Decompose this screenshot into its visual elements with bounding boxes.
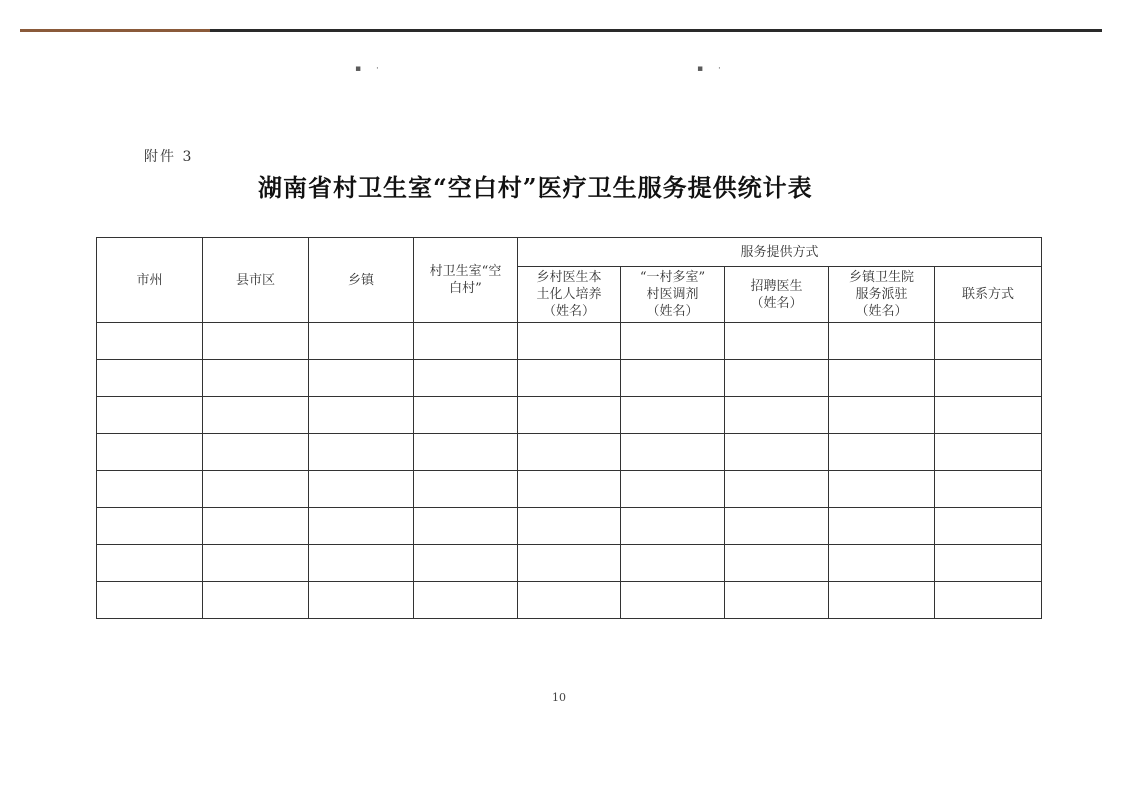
column-header: 县市区	[203, 238, 309, 323]
table-cell	[621, 545, 725, 582]
table-cell	[621, 471, 725, 508]
table-cell	[97, 323, 203, 360]
attachment-label: 附件 3	[144, 149, 194, 165]
table-cell	[518, 323, 621, 360]
table-cell	[203, 508, 309, 545]
table-cell	[725, 434, 829, 471]
table-cell	[309, 397, 414, 434]
table-row	[97, 545, 1042, 582]
table-cell	[97, 397, 203, 434]
scan-top-border	[20, 29, 1102, 32]
table-cell	[621, 508, 725, 545]
table-cell	[414, 582, 518, 619]
table-cell	[414, 434, 518, 471]
table-cell	[203, 434, 309, 471]
table-cell	[829, 360, 935, 397]
table-cell	[97, 360, 203, 397]
table-cell	[829, 434, 935, 471]
table-cell	[414, 471, 518, 508]
table-cell	[203, 360, 309, 397]
table-cell	[518, 360, 621, 397]
table-cell	[935, 434, 1042, 471]
table-cell	[935, 360, 1042, 397]
table-cell	[97, 508, 203, 545]
table-cell	[414, 397, 518, 434]
table-cell	[309, 434, 414, 471]
table-cell	[97, 582, 203, 619]
scan-speck-mark: ▪ ·	[355, 64, 385, 74]
column-header: 联系方式	[935, 267, 1042, 323]
table-cell	[203, 471, 309, 508]
table-cell	[829, 545, 935, 582]
table-cell	[97, 434, 203, 471]
table-cell	[829, 471, 935, 508]
table-cell	[309, 545, 414, 582]
statistics-table	[96, 237, 1042, 619]
table-cell	[518, 434, 621, 471]
table-cell	[829, 397, 935, 434]
table-cell	[518, 582, 621, 619]
table-cell	[621, 582, 725, 619]
table-row	[97, 582, 1042, 619]
column-header: 招聘医生 （姓名）	[725, 267, 829, 323]
table-cell	[414, 360, 518, 397]
table-cell	[309, 508, 414, 545]
page-number: 10	[552, 691, 566, 704]
column-header: 乡镇	[309, 238, 414, 323]
table-row	[97, 323, 1042, 360]
table-cell	[309, 582, 414, 619]
table-cell	[621, 360, 725, 397]
table-cell	[518, 397, 621, 434]
table-cell	[725, 360, 829, 397]
table-cell	[725, 545, 829, 582]
table-cell	[97, 545, 203, 582]
table-cell	[621, 323, 725, 360]
table-cell	[725, 397, 829, 434]
group-header: 服务提供方式	[518, 238, 1042, 267]
table-cell	[935, 397, 1042, 434]
scan-speck-mark: ▪ ·	[697, 64, 727, 74]
table-cell	[518, 471, 621, 508]
table-cell	[725, 508, 829, 545]
table-cell	[414, 508, 518, 545]
table-cell	[935, 508, 1042, 545]
table-cell	[725, 471, 829, 508]
table-cell	[414, 323, 518, 360]
table-row	[97, 397, 1042, 434]
table-cell	[203, 545, 309, 582]
table-cell	[97, 471, 203, 508]
table-cell	[621, 397, 725, 434]
table-cell	[935, 323, 1042, 360]
table-cell	[414, 545, 518, 582]
table-cell	[621, 434, 725, 471]
table-cell	[829, 582, 935, 619]
table-cell	[725, 582, 829, 619]
table-cell	[829, 508, 935, 545]
table-cell	[203, 323, 309, 360]
table-cell	[309, 360, 414, 397]
table-cell	[309, 471, 414, 508]
table-cell	[725, 323, 829, 360]
column-header: 乡镇卫生院 服务派驻 （姓名）	[829, 267, 935, 323]
table-cell	[518, 545, 621, 582]
column-header: 乡村医生本 土化人培养 （姓名）	[518, 267, 621, 323]
column-header: 村卫生室“空 白村”	[414, 238, 518, 323]
column-header: 市州	[97, 238, 203, 323]
table-row	[97, 360, 1042, 397]
column-header: “一村多室” 村医调剂 （姓名）	[621, 267, 725, 323]
table-row	[97, 508, 1042, 545]
table-cell	[829, 323, 935, 360]
table-body	[97, 323, 1042, 619]
table-cell	[518, 508, 621, 545]
table-cell	[935, 582, 1042, 619]
table-row	[97, 471, 1042, 508]
table-cell	[309, 323, 414, 360]
table-cell	[935, 471, 1042, 508]
table-cell	[935, 545, 1042, 582]
table-cell	[203, 582, 309, 619]
document-title: 湖南省村卫生室“空白村”医疗卫生服务提供统计表	[258, 173, 813, 202]
table-cell	[203, 397, 309, 434]
table-row	[97, 434, 1042, 471]
